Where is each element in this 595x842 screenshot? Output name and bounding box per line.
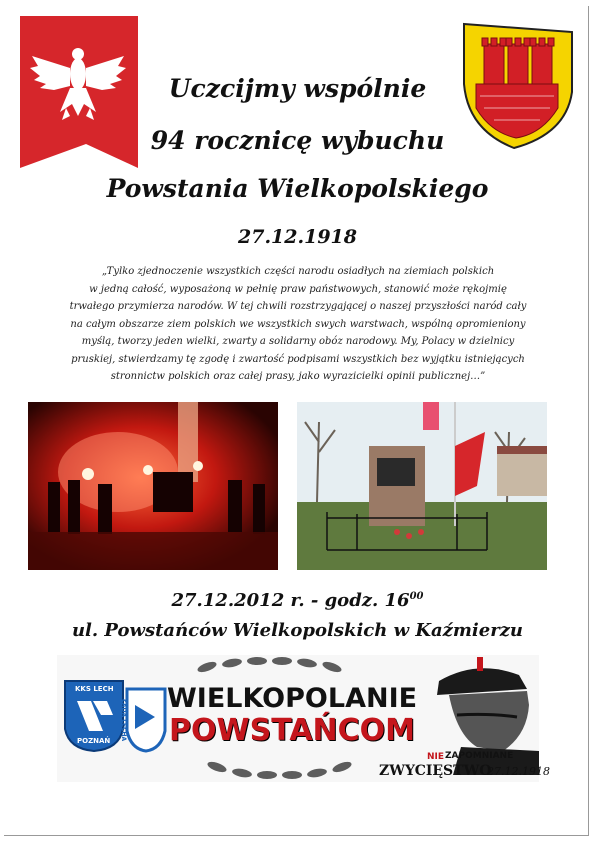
quote-line: w jedną całość, wyposażoną w pełnię praw państwowych, stanowić może rękojmię (89, 283, 507, 295)
event-date (0, 590, 595, 611)
banner-date: 27.12.1918 (487, 765, 550, 778)
historical-quote (68, 263, 528, 386)
event-location: ul. Powstańców Wielkopolskich w Kaźmierzu (71, 620, 524, 641)
quote-line: myślą, tworzy jeden wielki, zwarty a solidarny obóz narodowy. My, Polacy w dzielnicy (81, 336, 515, 347)
event-time-minutes: 00 (409, 591, 424, 602)
uprising-date: 27.12.1918 (238, 226, 357, 248)
banner-line-2: POWSTAŃCOM (169, 713, 416, 748)
quote-line: „Tylko zjednoczenie wszystkich części narodu osiadłych na ziemiach polskich (101, 266, 495, 277)
event-date-text: 27.12.2012 r. - godz. 16 (171, 590, 410, 611)
quote-line: stronnictw polskich oraz całej prasy, jako wyrazicielki opinii publicznej…” (110, 371, 486, 382)
title-line-3: Powstania Wielkopolskiego (106, 174, 489, 203)
banner-zwyciestwo: ZWYCIĘSTWO (379, 763, 492, 779)
club-name-top: KKS LECH (75, 685, 114, 693)
club-name-bottom: POZNAŃ (77, 737, 111, 745)
banner-zapomniane: ZAPOMNIANE (445, 751, 514, 761)
quote-line: na całym obszarze ziem polskich we wszystkich swych warstwach, wspólną opromieniony (70, 318, 526, 330)
club-side-label: ŁADA LECHA (120, 699, 127, 742)
monument-photo (297, 402, 547, 570)
quote-line: trwałego przymierza narodów. W tej chwili rozstrzygającej o naszej przyszłości naród cały (69, 301, 527, 312)
banner-line-1: WIELKOPOLANIE (167, 683, 418, 714)
banner-nie: NIE (427, 752, 445, 762)
lada-lecha-logo (125, 687, 167, 753)
title-line-2: 94 rocznicę wybuchu (150, 126, 445, 155)
title-line-1: Uczcijmy wspólnie (168, 74, 427, 103)
ceremony-flares-photo (28, 402, 278, 570)
quote-line: pruskiej, stwierdzamy tę zgodę i zwartość podpisami wszystkich bez wyjątku istniejących (71, 353, 525, 365)
wielkopolanie-banner (57, 655, 550, 782)
kks-lech-logo (63, 679, 125, 753)
